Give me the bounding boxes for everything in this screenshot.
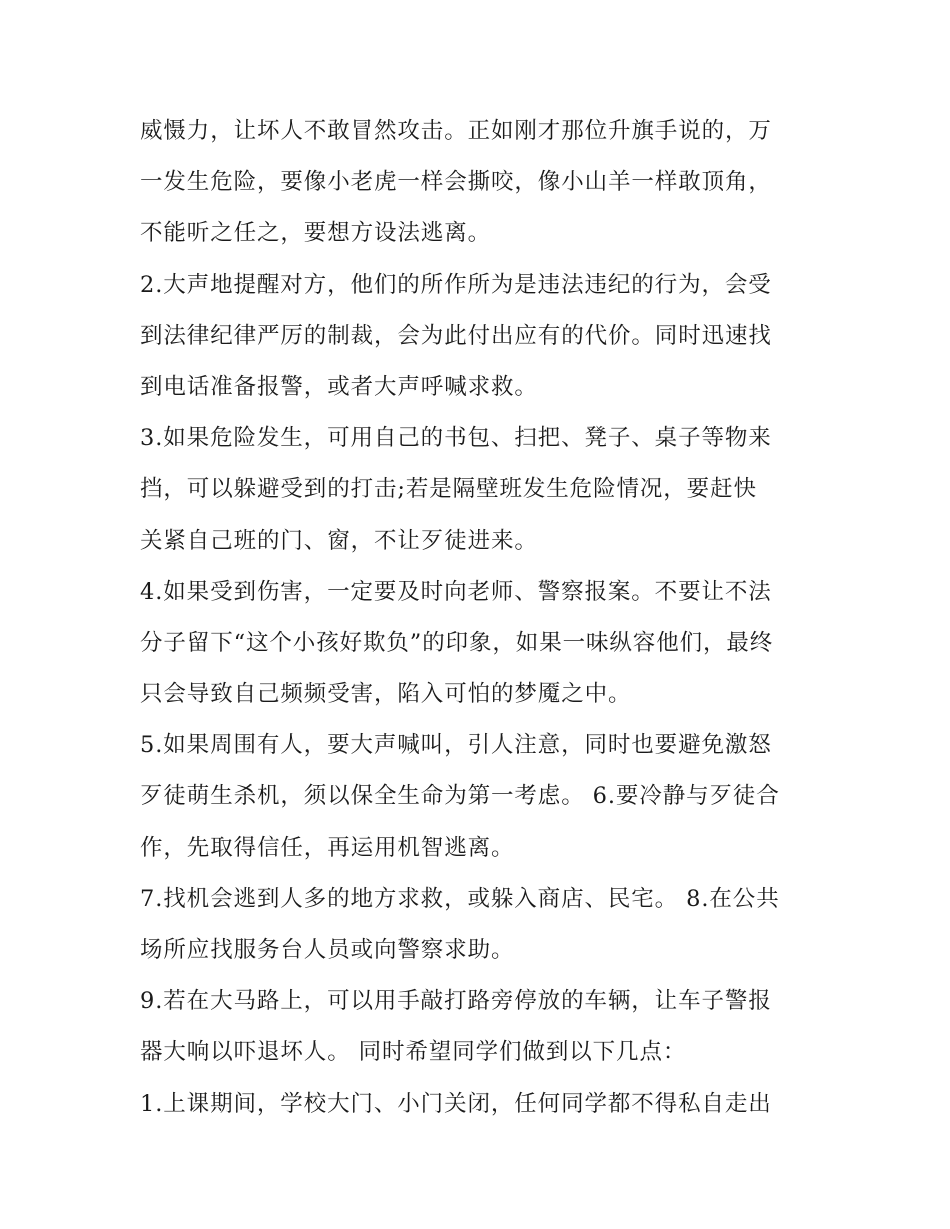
text-line: 2.大声地提醒对方，他们的所作所为是违法违纪的行为，会受 — [140, 271, 772, 298]
text-line: 威慑力，让坏人不敢冒然攻击。正如刚才那位升旗手说的，万 — [140, 118, 772, 144]
text-line: 3.如果危险发生，可用自己的书包、扫把、凳子、桌子等物来 — [140, 425, 772, 452]
text-line: 场所应找服务台人员或向警察求助。 — [140, 937, 515, 963]
text-line: 5.如果周围有人，要大声喊叫，引人注意，同时也要避免激怒 — [140, 732, 772, 759]
text-line: 关紧自己班的门、窗，不让歹徒进来。 — [140, 527, 538, 554]
text-line: 1.上课期间，学校大门、小门关闭，任何同学都不得私自走出 — [140, 1090, 772, 1117]
body-text — [140, 106, 820, 1130]
text-line: 9.若在大马路上，可以用手敲打路旁停放的车辆，让车子警报 — [140, 988, 772, 1015]
text-line: 只会导致自己频频受害，陷入可怕的梦魇之中。 — [140, 681, 632, 708]
text-line: 歹徒萌生杀机，须以保全生命为第一考虑。 6.要冷静与歹徒合 — [140, 783, 780, 810]
text-line: 分子留下“这个小孩好欺负”的印象，如果一味纵容他们，最终 — [140, 629, 774, 656]
text-line: 器大响以吓退坏人。 同时希望同学们做到以下几点： — [140, 1039, 687, 1066]
text-line: 一发生危险，要像小老虎一样会撕咬，像小山羊一样敢顶角， — [140, 169, 772, 196]
text-line: 作，先取得信任，再运用机智逃离。 — [140, 834, 515, 861]
text-line: 挡，可以躲避受到的打击;若是隔壁班发生危险情况，要赶快 — [140, 476, 757, 503]
text-line: 到法律纪律严厉的制裁，会为此付出应有的代价。同时迅速找 — [140, 322, 772, 349]
text-line: 7.找机会逃到人多的地方求救，或躲入商店、民宅。 8.在公共 — [140, 885, 780, 912]
text-line: 到电话准备报警，或者大声呼喊求救。 — [140, 373, 538, 400]
text-line: 4.如果受到伤害，一定要及时向老师、警察报案。不要让不法 — [140, 578, 772, 605]
text-line: 不能听之任之，要想方设法逃离。 — [140, 220, 492, 247]
